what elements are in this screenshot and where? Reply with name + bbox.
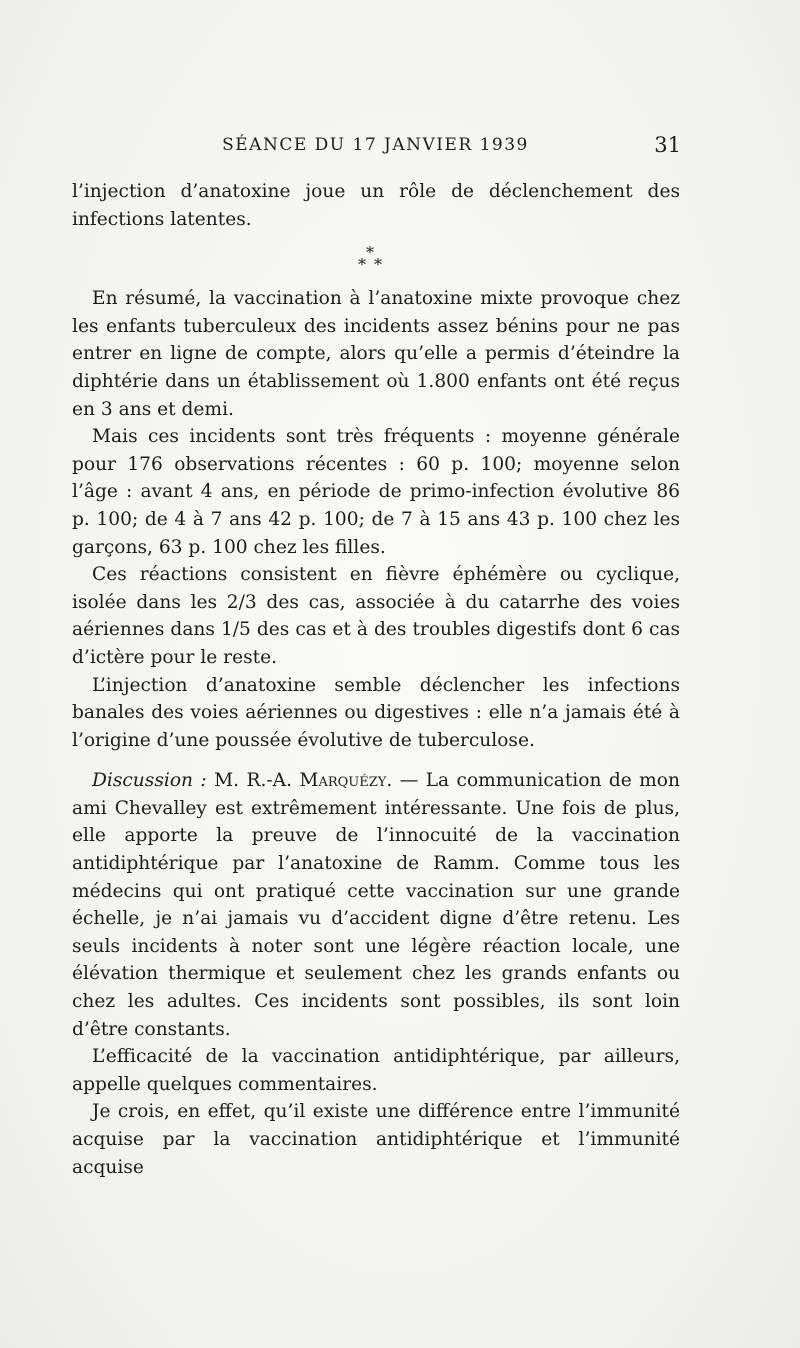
- asterisk-icon: *: [358, 255, 366, 275]
- speaker-name: Marquézy: [299, 770, 387, 792]
- paragraph-immunity: Je crois, en effet, qu’il existe une différence entre l’immunité acquise par la vaccination antidiphtérique et l’immunité acquise: [72, 1101, 680, 1178]
- paragraph-injection: L’injection d’anatoxine semble déclencher les infections banales des voies aériennes ou digestives : elle n’a jamais été à l’origine d’une poussée évolutive de tuberculose.: [72, 674, 680, 751]
- paragraph-reactions: Ces réactions consistent en fièvre éphémère ou cyclique, isolée dans les 2/3 des cas, associée à du catarrhe des voies aériennes dans 1/5 des cas et à des troubles digestifs dont 6 cas d’ictère pour le reste.: [72, 564, 680, 668]
- discussion-label: Discussion :: [92, 770, 207, 792]
- paragraph-efficacy: L’efficacité de la vaccination antidiphtérique, par ailleurs, appelle quelques commentaires.: [72, 1046, 680, 1095]
- body-text: [72, 178, 680, 1181]
- asterisk-icon: *: [374, 255, 382, 275]
- asterisk-icon: *: [366, 243, 374, 263]
- paragraph-summary: En résumé, la vaccination à l’anatoxine mixte provoque chez les enfants tuberculeux des incidents assez bénins pour ne pas entrer en ligne de compte, alors qu’elle a permis d’éteindre la diphtérie dans un établissement où 1.800 enfants ont été reçus en 3 ans et demi.: [72, 288, 680, 420]
- speaker-prefix: M. R.-A.: [214, 770, 300, 792]
- page-number: 31: [654, 133, 681, 157]
- paragraph-frequency: Mais ces incidents sont très fréquents : moyenne générale pour 176 observations récentes : 60 p. 100; moyenne selon l’âge : avant 4 ans, en période de primo-infection évolutive 86 p. 100; de 4 à 7 ans 42 p. 100; de 7 à 15 ans 43 p. 100 chez les garçons, 63 p. 100 chez les filles.: [72, 426, 680, 558]
- paragraph-continued: l’injection d’anatoxine joue un rôle de déclenchement des infections latentes.: [72, 181, 680, 230]
- page-header: [70, 128, 681, 162]
- paragraph-discussion: [72, 767, 680, 1043]
- section-separator-asterism: [72, 233, 680, 285]
- running-title: SÉANCE DU 17 JANVIER 1939: [222, 135, 529, 155]
- discussion-text: . — La communication de mon ami Chevalley est extrêmement intéressante. Une fois de plus, elle apporte la preuve de l’innocuité de la vaccination antidiphtérique par l’anatoxine de Ramm. Comme tous les médecins qui ont pratiqué cette vaccination sur une grande échelle, je n’ai jamais vu d’accident digne d’être retenu. Les seuls incidents à noter sont une légère réaction locale, une élévation thermique et seulement chez les grands enfants ou chez les adultes. Ces incidents sont possibles, ils sont loin d’être constants.: [72, 770, 680, 1040]
